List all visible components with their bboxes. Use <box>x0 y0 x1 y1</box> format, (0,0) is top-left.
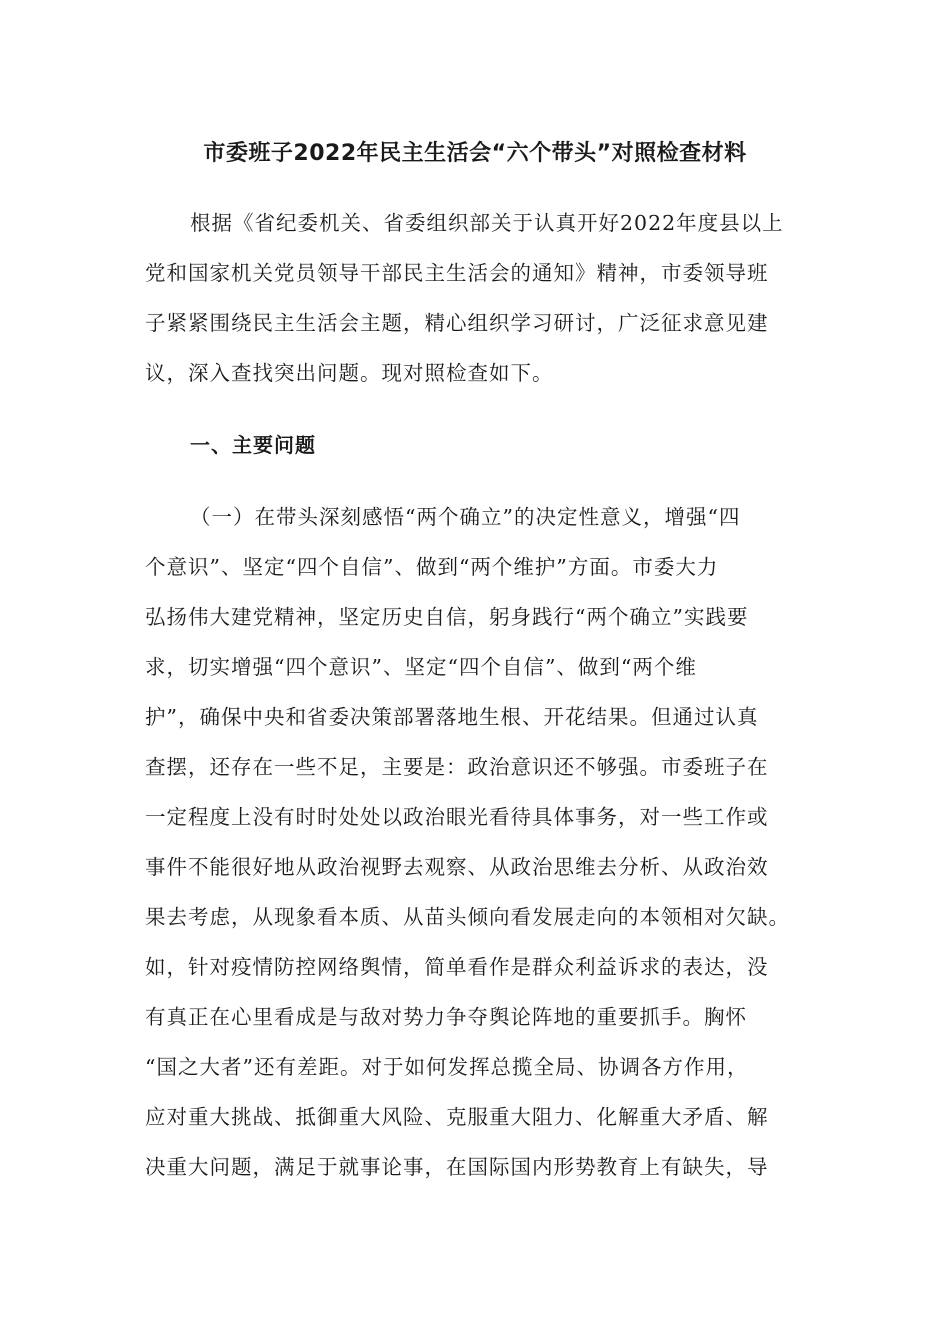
paragraph-line: 子紧紧围绕民主生活会主题，精心组织学习研讨，广泛征求意见建 <box>145 311 769 335</box>
paragraph-line: 党和国家机关党员领导干部民主生活会的通知》精神，市委领导班 <box>145 261 769 285</box>
paragraph-line: 护”，确保中央和省委决策部署落地生根、开花结果。但通过认真 <box>145 705 759 729</box>
paragraph-line: 个意识”、坚定“四个自信”、做到“两个维护”方面。市委大力 <box>145 555 719 579</box>
paragraph-line: 有真正在心里看成是与敌对势力争夺舆论阵地的重要抓手。胸怀 <box>145 1005 747 1029</box>
paragraph-line: 决重大问题，满足于就事论事，在国际国内形势教育上有缺失，导 <box>145 1155 769 1179</box>
paragraph-line: 根据《省纪委机关、省委组织部关于认真开好2022年度县以上 <box>190 211 784 235</box>
paragraph-line: 果去考虑，从现象看本质、从苗头倾向看发展走向的本领相对欠缺。 <box>145 905 790 929</box>
paragraph-line: “国之大者”还有差距。对于如何发挥总揽全局、协调各方作用， <box>145 1055 749 1079</box>
paragraph-line: （一）在带头深刻感悟“两个确立”的决定性意义，增强“四 <box>190 505 741 529</box>
section-paragraph <box>145 492 805 1192</box>
paragraph-line: 求，切实增强“四个意识”、坚定“四个自信”、做到“两个维 <box>145 655 697 679</box>
paragraph-line: 一定程度上没有时时处处以政治眼光看待具体事务，对一些工作或 <box>145 805 769 829</box>
section-heading: 一、主要问题 <box>190 433 316 457</box>
document-title: 市委班子2022年民主生活会“六个带头”对照检查材料 <box>203 141 747 166</box>
paragraph-line: 如，针对疫情防控网络舆情，简单看作是群众利益诉求的表达，没 <box>145 955 769 979</box>
paragraph-line: 弘扬伟大建党精神，坚定历史自信，躬身践行“两个确立”实践要 <box>145 605 749 629</box>
paragraph-line: 应对重大挑战、抵御重大风险、克服重大阻力、化解重大矛盾、解 <box>145 1105 769 1129</box>
intro-paragraph <box>145 198 805 398</box>
paragraph-line: 事件不能很好地从政治视野去观察、从政治思维去分析、从政治效 <box>145 855 769 879</box>
paragraph-line: 查摆，还存在一些不足，主要是：政治意识还不够强。市委班子在 <box>145 755 769 779</box>
paragraph-line: 议，深入查找突出问题。现对照检查如下。 <box>145 361 554 385</box>
